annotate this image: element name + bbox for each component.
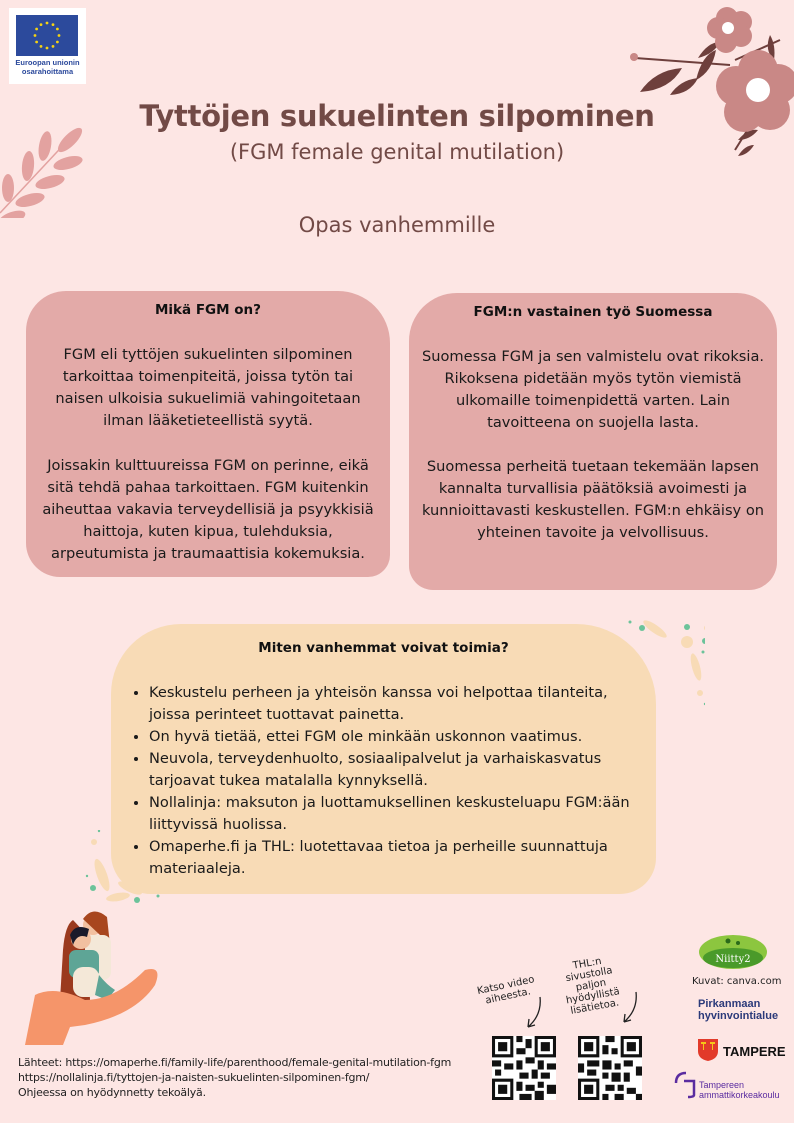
- qr-code-thl[interactable]: [578, 1036, 642, 1100]
- card-what-is-fgm: [26, 291, 390, 577]
- tampere-logo-text: TAMPERE: [723, 1044, 786, 1059]
- arrow-down-icon: [618, 990, 648, 1026]
- page-subtitle: (FGM female genital mutilation): [229, 140, 565, 164]
- pirkanmaa-logo-text: Pirkanmaan hyvinvointialue: [698, 998, 779, 1022]
- card-what-heading: Mikä FGM on?: [154, 302, 261, 318]
- qr-code-video[interactable]: [492, 1036, 556, 1100]
- image-credits: Kuvat: canva.com: [692, 976, 782, 987]
- list-item: • Neuvola, terveydenhuolto, sosiaalipalvelut ja varhaiskasvatus tarjoavat tukea matalalla kynnyksellä.: [149, 748, 646, 792]
- card-finland-paragraph-2: Suomessa perheitä tuetaan tekemään lapsen kannalta turvallisia päätöksiä avoimesti ja kunnioittavasti keskustellen. FGM:n ehkäisy on yhteinen tavoite ja velvollisuus.: [421, 458, 765, 541]
- card-parents: [111, 624, 656, 894]
- niitty-logo-text: Niitty2: [715, 954, 751, 965]
- source-line-2: https://nollalinja.fi/tyttojen-ja-naisten-sukuelinten-silpominen-fgm/: [18, 1071, 370, 1084]
- eu-logo-text: Euroopan unionin osarahoittama: [15, 58, 80, 76]
- qr-code-icon: [492, 1036, 556, 1100]
- card-finland-paragraph-1: Suomessa FGM ja sen valmistelu ovat rikoksia. Rikoksena pidetään myös tytön viemistä ulkomaille toimenpidettä varten. Lain tavoitteena on suojella lasta.: [421, 348, 765, 431]
- eu-flag-icon: [16, 15, 78, 56]
- sources: [18, 1055, 451, 1100]
- arrow-down-icon: [520, 995, 550, 1031]
- list-item: • Keskustelu perheen ja yhteisön kanssa voi helpottaa tilanteita, joissa perinteet tuottavat painetta.: [149, 682, 646, 726]
- qr-thl-note: THL:n sivustolla paljon hyödyllistä lisätietoa.: [564, 955, 621, 1017]
- tampere-coat-of-arms-icon: [698, 1039, 718, 1061]
- tamk-logo-icon: [674, 1069, 698, 1099]
- list-item: • On hyvä tietää, ettei FGM ole minkään uskonnon vaatimus.: [149, 726, 646, 748]
- niitty-logo: [698, 934, 768, 970]
- tamk-logo-text: Tampereen ammattikorkeakoulu: [699, 1080, 780, 1100]
- ai-note: Ohjeessa on hyödynnetty tekoälyä.: [18, 1086, 206, 1099]
- guide-label: Opas vanhemmille: [298, 213, 496, 237]
- eu-logo: [9, 8, 86, 84]
- source-line-1: Lähteet: https://omaperhe.fi/family-life/parenthood/female-genital-mutilation-fgm: [18, 1056, 452, 1069]
- qr-video-note: Katso video aiheesta.: [476, 974, 536, 1007]
- list-item: • Omaperhe.fi ja THL: luotettavaa tietoa ja perheille suunnattuja materiaaleja.: [149, 836, 646, 880]
- qr-code-icon: [578, 1036, 642, 1100]
- card-finland-heading: FGM:n vastainen työ Suomessa: [473, 304, 713, 320]
- leaf-branch-icon: [0, 118, 90, 218]
- list-item: • Nollalinja: maksuton ja luottamuksellinen keskusteluapu FGM:ään liittyvissä huolissa.: [149, 792, 646, 836]
- card-what-paragraph-2: Joissakin kulttuureissa FGM on perinne, eikä sitä tehdä pahaa tarkoittaen. FGM kuitenkin aiheuttaa vakavia terveydellisiä ja psyykkisiä haittoja, kuten kipua, tulehduksia, arpeutumista ja traumaattisia kokemuksia.: [42, 457, 374, 562]
- parents-action-list: [127, 682, 646, 880]
- card-parents-heading: Miten vanhemmat voivat toimia?: [258, 640, 509, 656]
- card-what-paragraph-1: FGM eli tyttöjen sukuelinten silpominen tarkoittaa toimenpiteitä, joissa tytön tai naisen ulkoisia sukuelimiä vahingoitetaan ilman lääketieteellistä syytä.: [55, 346, 361, 429]
- hand-holding-people-illustration: [15, 905, 165, 1045]
- card-finland: [409, 293, 777, 590]
- page-title: Tyttöjen sukuelinten silpominen: [139, 99, 655, 133]
